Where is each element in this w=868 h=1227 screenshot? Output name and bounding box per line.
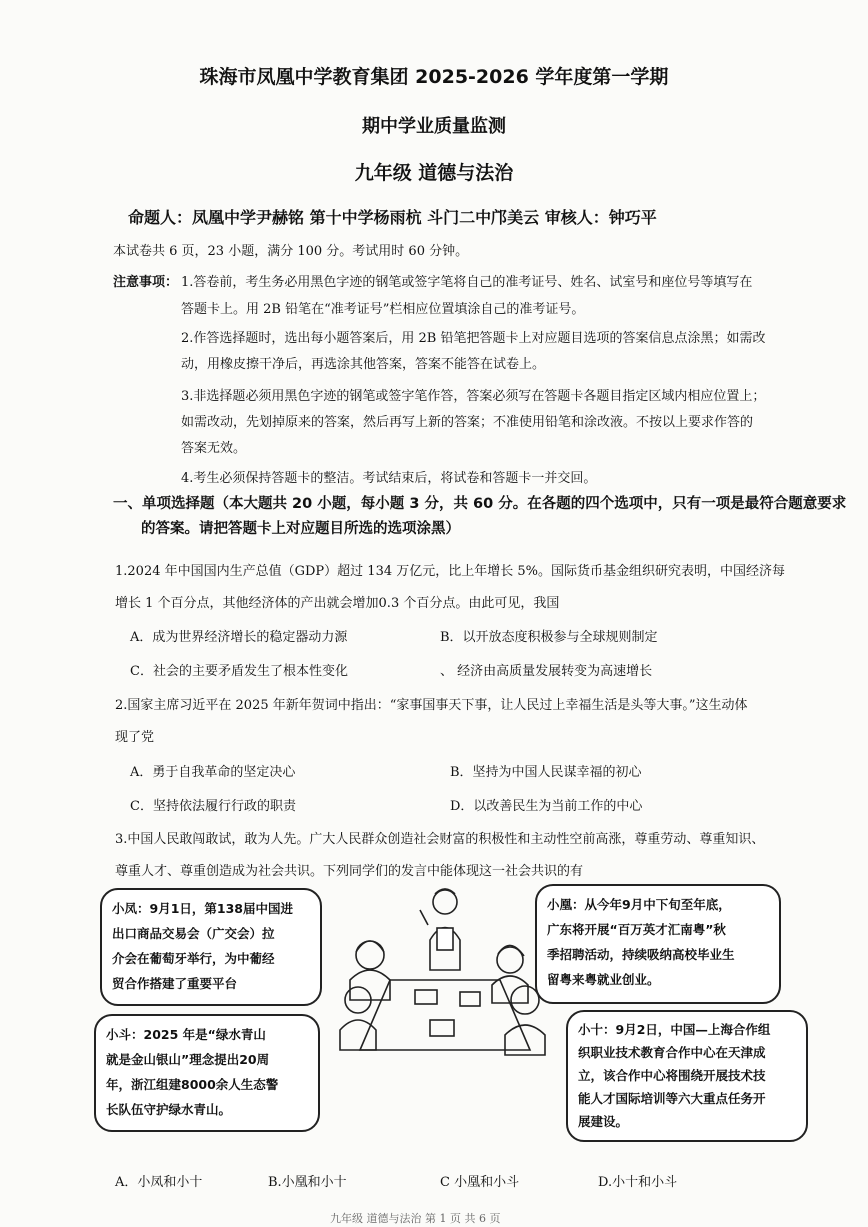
bubble-line: 广东将开展“百万英才汇南粤”秋 xyxy=(547,922,726,937)
question-1-option-a: A．成为世界经济增长的稳定器动力源 xyxy=(130,630,348,645)
question-3-option-d: D.小十和小斗 xyxy=(598,1175,678,1190)
bubble-line: 能人才国际培训等六大重点任务开 xyxy=(578,1091,766,1106)
question-2-option-b: B．坚持为中国人民谋幸福的初心 xyxy=(450,765,642,780)
notes-line: 动，用橡皮擦干净后，再选涂其他答案，答案不能答在试卷上。 xyxy=(181,357,546,372)
question-2-option-a: A．勇于自我革命的坚定决心 xyxy=(130,765,296,780)
question-2-option-d: D．以改善民生为当前工作的中心 xyxy=(450,799,643,814)
notes-line: 如需改动，先划掉原来的答案，然后再写上新的答案；不准使用铅笔和涂改液。不按以上要求作答的 xyxy=(181,415,754,430)
speech-bubble-xiaofeng xyxy=(100,888,322,1006)
question-2-text: 现了党 xyxy=(115,730,155,745)
bubble-line: 贸合作搭建了重要平台 xyxy=(112,976,238,991)
notes-line: 答案无效。 xyxy=(181,441,247,456)
exam-info: 本试卷共 6 页，23 小题，满分 100 分。考试用时 60 分钟。 xyxy=(113,244,469,259)
notes-line: 2.作答选择题时，选出每小题答案后，用 2B 铅笔把答题卡上对应题目选项的答案信息点涂黑；如需改 xyxy=(181,331,766,346)
question-3-option-a: A．小凤和小十 xyxy=(115,1175,203,1190)
question-1-option-c: C．社会的主要矛盾发生了根本性变化 xyxy=(130,664,348,679)
notes-line: 4.考生必须保持答题卡的整洁。考试结束后，将试卷和答题卡一并交回。 xyxy=(181,471,597,486)
question-3-option-b: B.小凰和小十 xyxy=(268,1175,347,1190)
notes-line: 答题卡上。用 2B 铅笔在“准考证号”栏相应位置填涂自己的准考证号。 xyxy=(181,302,585,317)
bubble-line: 立，该合作中心将围绕开展技术技 xyxy=(578,1068,766,1083)
bubble-line: 长队伍守护绿水青山。 xyxy=(106,1102,232,1117)
page-footer: 九年级 道德与法治 第 1 页 共 6 页 xyxy=(330,1212,501,1225)
bubble-line: 介会在葡萄牙举行，为中葡经 xyxy=(112,951,275,966)
question-2-option-c: C．坚持依法履行行政的职责 xyxy=(130,799,296,814)
exam-title: 珠海市凤凰中学教育集团 2025-2026 学年度第一学期 xyxy=(199,66,669,88)
exam-subtitle: 期中学业质量监测 xyxy=(362,116,506,137)
notes-line: 3.非选择题必须用黑色字迹的钢笔或签字笔作答，答案必须写在答题卡各题目指定区域内相应位置上； xyxy=(181,389,766,404)
bubble-line: 季招聘活动，持续吸纳高校毕业生 xyxy=(547,947,735,962)
bubble-line: 小斗：2025 年是“绿水青山 xyxy=(106,1027,266,1042)
notes-label: 注意事项： xyxy=(113,275,179,290)
question-1-option-d: 、 经济由高质量发展转变为高速增长 xyxy=(440,664,653,679)
question-1-option-b: B．以开放态度积极参与全球规则制定 xyxy=(440,630,658,645)
speech-bubble-xiaohuang xyxy=(535,884,781,1004)
question-3-option-c: C 小凰和小斗 xyxy=(440,1175,520,1190)
bubble-line: 小凤：9月1日，第138届中国进 xyxy=(112,901,293,916)
bubble-line: 留粤来粤就业创业。 xyxy=(547,972,660,987)
exam-setters: 命题人：凤凰中学尹赫铭 第十中学杨雨杭 斗门二中邝美云 审核人：钟巧平 xyxy=(128,208,657,227)
section-heading-cont: 的答案。请把答题卡上对应题目所选的选项涂黑） xyxy=(141,521,460,537)
bubble-line: 就是金山银山”理念提出20周 xyxy=(106,1052,270,1067)
speech-bubble-xiaodou xyxy=(94,1014,320,1132)
question-1-text: 增长 1 个百分点，其他经济体的产出就会增加0.3 个百分点。由此可见，我国 xyxy=(115,596,560,611)
bubble-line: 年，浙江组建8000余人生态警 xyxy=(106,1077,279,1092)
bubble-line: 织职业技术教育合作中心在天津成 xyxy=(578,1045,766,1060)
speech-bubble-xiaoshi xyxy=(566,1010,808,1142)
question-1-text: 1.2024 年中国国内生产总值（GDP）超过 134 万亿元，比上年增长 5%。国际货币基金组织研究表明，中国经济每 xyxy=(115,564,786,579)
section-heading: 一、单项选择题（本大题共 20 小题，每小题 3 分，共 60 分。在各题的四个选项中，只有一项是最符合题意要求 xyxy=(113,496,847,512)
notes-line: 1.答卷前，考生务必用黑色字迹的钢笔或签字笔将自己的准考证号、姓名、试室号和座位号等填写在 xyxy=(181,275,753,290)
question-3-text: 3.中国人民敢闯敢试，敢为人先。广大人民群众创造社会财富的积极性和主动性空前高涨，尊重劳动、尊重知识、 xyxy=(115,832,765,847)
classroom-discussion-illustration xyxy=(320,880,560,1060)
bubble-line: 小十：9月2日，中国—上海合作组 xyxy=(578,1022,771,1037)
bubble-line: 展建设。 xyxy=(578,1114,629,1129)
question-2-text: 2.国家主席习近平在 2025 年新年贺词中指出：“家事国事天下事，让人民过上幸福生活是头等大事。”这生动体 xyxy=(115,698,748,713)
exam-subject: 九年级 道德与法治 xyxy=(354,162,514,184)
bubble-line: 小凰：从今年9月中下旬至年底， xyxy=(547,897,731,912)
question-3-text: 尊重人才、尊重创造成为社会共识。下列同学们的发言中能体现这一社会共识的有 xyxy=(115,864,584,879)
bubble-line: 出口商品交易会（广交会）拉 xyxy=(112,926,275,941)
